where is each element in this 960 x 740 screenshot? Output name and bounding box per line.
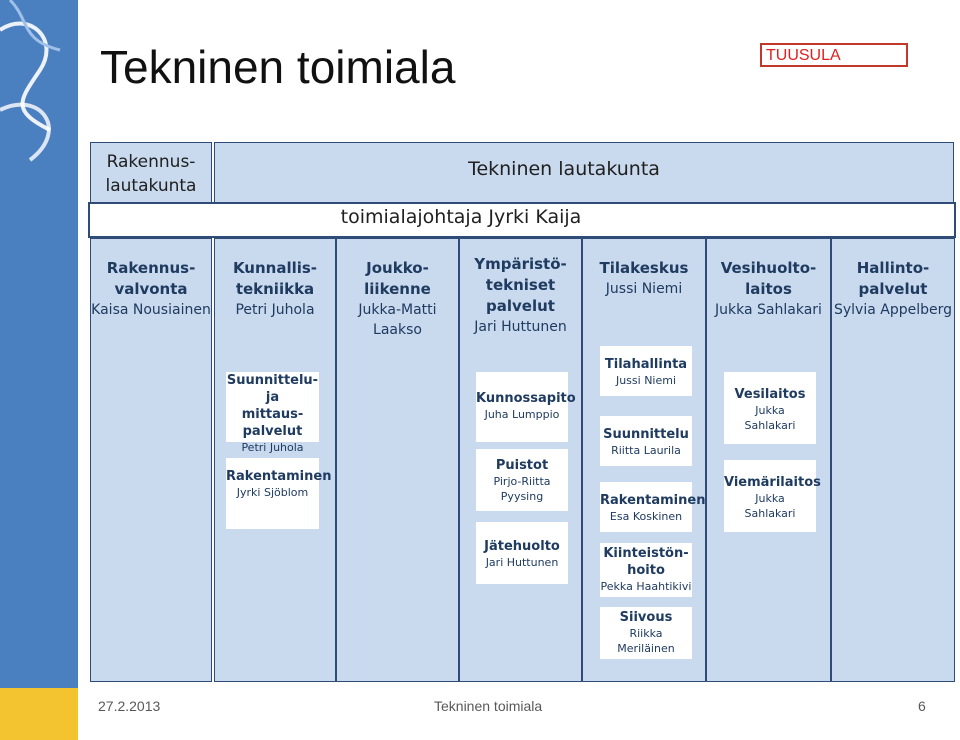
subunit-person: Pirjo-Riitta Pyysing [493,475,551,503]
subunit-name: Jätehuolto [484,539,560,554]
subunit-person: Jukka Sahlakari [744,492,796,520]
unit-ymparisto [459,254,582,337]
unit-tilakeskus [582,258,706,299]
wave-decoration-icon [0,0,78,688]
unit-person: Jukka Sahlakari [715,302,822,318]
unit-joukkoliikenne [336,258,459,340]
subunit-name: Rakentaminen [226,469,332,484]
unit-person: Kaisa Nousiainen [91,302,211,318]
subunit-name: Puistot [495,458,549,473]
subunit-name: Suunnittelu [603,427,689,442]
subunit-name: Rakentaminen [600,493,706,508]
subunit-name: Kiinteistön- hoito [603,546,689,578]
subunit-person: Riikka Meriläinen [617,627,675,655]
subunit-box [476,522,568,584]
subunit-person: Jyrki Sjöblom [236,486,309,499]
unit-person: Jussi Niemi [605,281,683,297]
subunit-box [600,346,692,396]
decorative-side-bar [0,0,78,688]
footer-page-number: 6 [918,698,926,714]
unit-person: Petri Juhola [235,302,315,318]
subunit-box [724,372,816,444]
subunit-person: Juha Lumppio [484,408,560,421]
subunit-person: Jussi Niemi [615,374,677,387]
subunit-box [226,372,319,454]
unit-kunnallistekniikka [214,258,336,320]
subunit-box [600,482,706,532]
subunit-name: Vesilaitos [734,387,806,402]
unit-name: Kunnallis- tekniikka [232,259,318,298]
subunit-box [476,449,568,511]
unit-person: Sylvia Appelberg [833,302,952,318]
unit-vesihuolto [706,258,831,320]
unit-name: Ympäristö- tekniset palvelut [474,255,567,315]
subunit-name: Tilahallinta [604,357,688,372]
unit-person: Jari Huttunen [474,319,567,335]
subunit-box [476,372,576,442]
unit-name: Rakennus- valvonta [106,259,196,298]
unit-name: Joukko- liikenne [364,259,431,298]
unit-hallinto [831,258,955,320]
subunit-person: Jukka Sahlakari [744,404,796,432]
subunit-box [226,458,332,529]
subunit-name: Kunnossapito [476,391,576,406]
subunit-name: Siivous [619,610,673,625]
subunit-name: Viemärilaitos [724,475,821,490]
director-label: toimialajohtaja Jyrki Kaija [340,206,582,228]
subunit-person: Pekka Haahtikivi [600,580,692,593]
subunit-box [724,460,821,532]
unit-name: Tilakeskus [599,259,689,277]
subunit-name: Suunnittelu- ja mittaus- palvelut [226,373,319,439]
brand-label: TUUSULA [760,43,908,67]
subunit-box [600,607,692,659]
subunit-box [600,416,692,466]
unit-name: Hallinto- palvelut [856,259,930,298]
unit-person: Jukka-Matti Laakso [358,302,437,338]
building-board-label: Rakennus- lautakunta [105,152,197,196]
technical-board-label: Tekninen lautakunta [468,158,660,180]
subunit-person: Jari Huttunen [485,556,559,569]
footer-date: 27.2.2013 [98,698,161,714]
subunit-person: Petri Juhola [241,441,304,454]
footer-title: Tekninen toimiala [434,698,543,714]
page-title: Tekninen toimiala [100,41,456,93]
subunit-person: Esa Koskinen [609,510,683,523]
subunit-box [600,543,692,597]
corner-accent [0,688,78,740]
subunit-person: Riitta Laurila [611,444,681,457]
unit-rakennusvalvonta [90,258,212,320]
unit-name: Vesihuolto- laitos [720,259,817,298]
